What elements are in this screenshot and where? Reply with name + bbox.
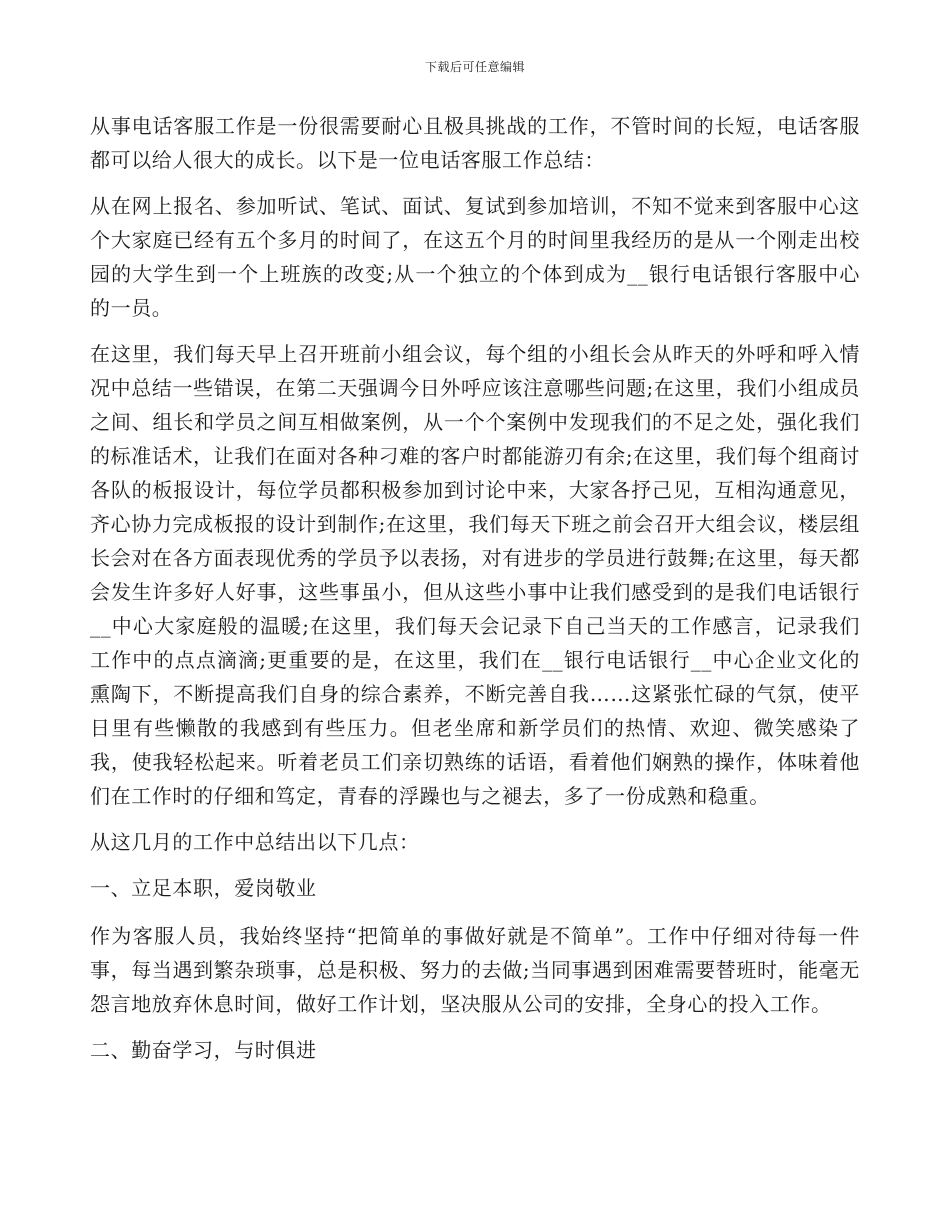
paragraph-section-1: 作为客服人员，我始终坚持“把简单的事做好就是不简单”。工作中仔细对待每一件事，每当遇到繁杂琐事，总是积极、努力的去做;当同事遇到困难需要替班时，能毫无怨言地放弃休息时间，做好工作计划，坚决服从公司的安排，全身心的投入工作。 (90, 924, 860, 1016)
section-heading-2: 二、勤奋学习，与时俱进 (90, 1038, 317, 1062)
paragraph-experience: 从在网上报名、参加听试、笔试、面试、复试到参加培训，不知不觉来到客服中心这个大家庭已经有五个多月的时间了，在这五个月的时间里我经历的是从一个刚走出校园的大学生到一个上班族的改变;从一个独立的个体到成为__银行电话银行客服中心的一员。 (90, 194, 860, 320)
intro-paragraph: 从事电话客服工作是一份很需要耐心且极具挑战的工作，不管时间的长短，电话客服都可以给人很大的成长。以下是一位电话客服工作总结： (90, 114, 860, 172)
page-header-note: 下载后可任意编辑 (424, 60, 525, 74)
document-body (90, 109, 860, 1081)
section-heading-1: 一、立足本职，爱岗敬业 (90, 876, 317, 900)
paragraph-daily-work: 在这里，我们每天早上召开班前小组会议，每个组的小组长会从昨天的外呼和呼入情况中总结一些错误，在第二天强调今日外呼应该注意哪些问题;在这里，我们小组成员之间、组长和学员之间互相做案例，从一个个案例中发现我们的不足之处，强化我们的标准话术，让我们在面对各种刁难的客户时都能游刃有余;在这里，我们每个组商讨各队的板报设计，每位学员都积极参加到讨论中来，大家各抒己见，互相沟通意见，齐心协力完成板报的设计到制作;在这里，我们每天下班之前会召开大组会议，楼层组长会对在各方面表现优秀的学员予以表扬，对有进步的学员进行鼓舞;在这里，每天都会发生许多好人好事，这些事虽小，但从这些小事中让我们感受到的是我们电话银行__中心大家庭般的温暖;在这里，我们每天会记录下自己当天的工作感言，记录我们工作中的点点滴滴;更重要的是，在这里，我们在__银行电话银行__中心企业文化的熏陶下，不断提高我们自身的综合素养，不断完善自我……这紧张忙碌的气氛，使平日里有些懒散的我感到有些压力。但老坐席和新学员们的热情、欢迎、微笑感染了我，使我轻松起来。听着老员工们亲切熟练的话语，看着他们娴熟的操作，体味着他们在工作时的仔细和笃定，青春的浮躁也与之褪去，多了一份成熟和稳重。 (90, 342, 860, 808)
paragraph-summary-lead: 从这几月的工作中总结出以下几点： (90, 830, 420, 854)
